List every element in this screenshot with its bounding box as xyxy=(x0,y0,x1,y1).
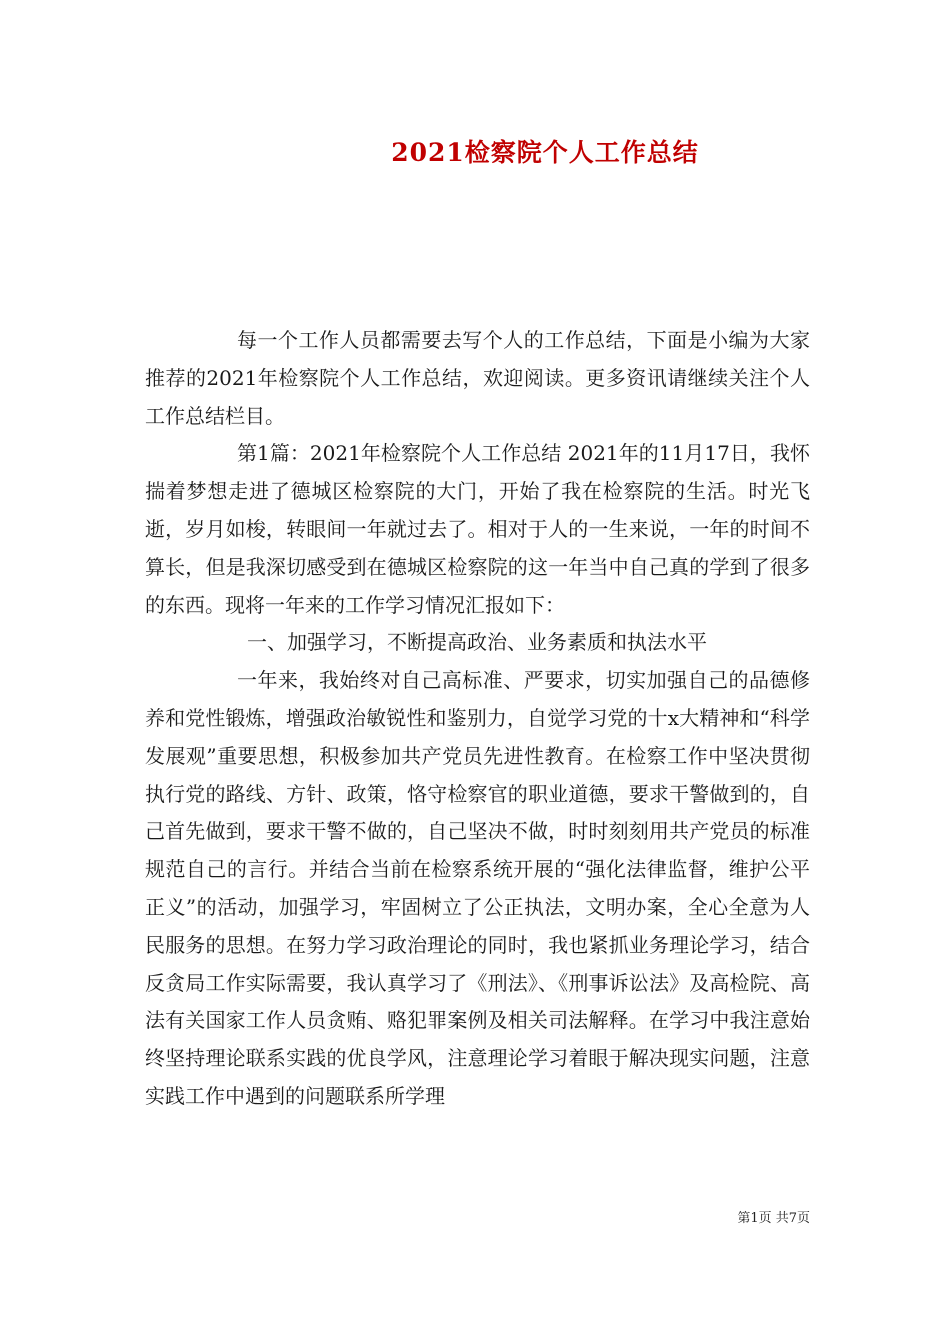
document-title: 2021检察院个人工作总结 xyxy=(391,138,699,167)
page-number: 第1页 共7页 xyxy=(737,1211,810,1226)
section-1-paragraph: 第1篇：2021年检察院个人工作总结 2021年的11月17日，我怀揣着梦想走进了德城区检察院的大门，开始了我在检察院的生活。时光飞逝，岁月如梭，转眼间一年就过去了。相对于人的一生来说，一年的时间不算长，但是我深切感受到在德城区检察院的这一年当中自己真的学到了很多的东西。现将一年来的工作学习情况汇报如下： xyxy=(145,441,810,617)
intro-paragraph: 每一个工作人员都需要去写个人的工作总结，下面是小编为大家推荐的2021年检察院个人工作总结，欢迎阅读。更多资讯请继续关注个人工作总结栏目。 xyxy=(145,328,810,428)
section-heading: 一、加强学习，不断提高政治、业务素质和执法水平 xyxy=(247,630,707,655)
body-paragraph: 一年来，我始终对自己高标准、严要求，切实加强自己的品德修养和党性锻炼，增强政治敏锐性和鉴别力，自觉学习党的十x大精神和“科学发展观”重要思想，积极参加共产党员先进性教育。在检察工作中坚决贯彻执行党的路线、方针、政策，恪守检察官的职业道德，要求干警做到的，自己首先做到，要求干警不做的，自己坚决不做，时时刻刻用共产党员的标准规范自己的言行。并结合当前在检察系统开展的“强化法律监督，维护公平正义”的活动，加强学习，牢固树立了公正执法，文明办案，全心全意为人民服务的思想。在努力学习政治理论的同时，我也紧抓业务理论学习，结合反贪局工作实际需要，我认真学习了《刑法》、《刑事诉讼法》及高检院、高法有关国家工作人员贪贿、赂犯罪案例及相关司法解释。在学习中我注意始终坚持理论联系实践的优良学风，注意理论学习着眼于解决现实问题，注意实践工作中遇到的问题联系所学理 xyxy=(145,668,810,1108)
document-body xyxy=(145,322,810,1116)
